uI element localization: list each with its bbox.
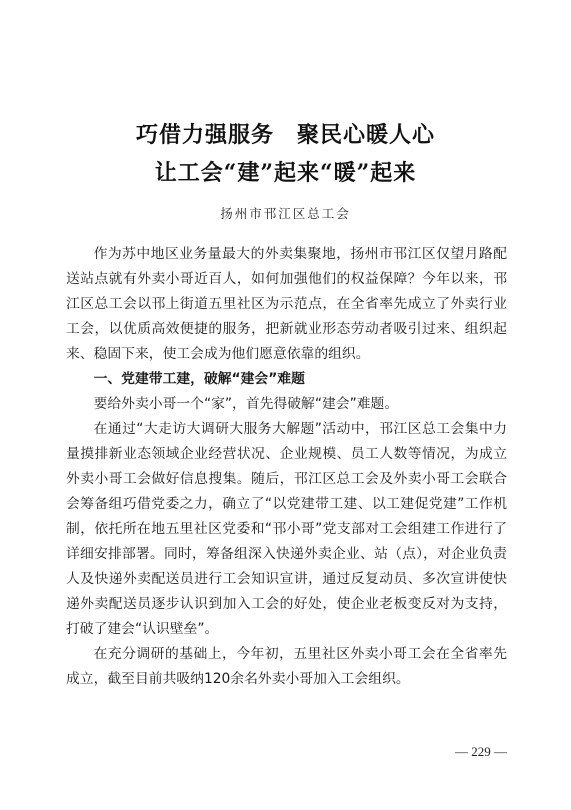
article-title-line-1: 巧借力强服务 聚民心暖人心 bbox=[135, 122, 435, 148]
section-heading: 一、党建带工建，破解“建会”难题 bbox=[93, 371, 305, 387]
article-body bbox=[66, 242, 507, 692]
paragraph-intro: 作为苏中地区业务量最大的外卖集聚地，扬州市邗江区仅望月路配送站点就有外卖小哥近百人，如何加强他们的权益保障？今年以来，邗江区总工会以邗上街道五里社区为示范点，在全省率先成立了外卖行业工会，以优质高效便捷的服务，把新就业形态劳动者吸引过来、组织起来、稳固下来，使工会成为他们愿意依靠的组织。 bbox=[66, 246, 507, 362]
page-number: — 229 — bbox=[455, 744, 507, 759]
article-title-line-2: 让工会“建”起来“暖”起来 bbox=[154, 160, 417, 186]
paragraph-result: 在充分调研的基础上，今年初，五里社区外卖小哥工会在全省率先成立，截至目前共吸纳120余名外卖小哥加入工会组织。 bbox=[66, 646, 507, 687]
paragraph-lead: 要给外卖小哥一个“家”，首先得破解“建会”难题。 bbox=[93, 396, 399, 412]
paragraph-detail: 在通过“大走访大调研大服务大解题”活动中，邗江区总工会集中力量摸排新业态领域企业经营状况、企业规模、员工人数等情况，为成立外卖小哥工会做好信息搜集。随后，邗江区总工会及外卖小哥工会联合会筹备组巧借党委之力，确立了“以党建带工建、以工建促党建”工作机制，依托所在地五里社区党委和“邗小哥”党支部对工会组建工作进行了详细安排部署。同时，筹备组深入快递外卖企业、站（点），对企业负责人及快递外卖配送员进行工会知识宣讲，通过反复动员、多次宣讲使快递外卖配送员逐步认识到加入工会的好处，使企业老板变反对为支持，打破了建会“认识壁垒”。 bbox=[66, 421, 507, 637]
article-author: 扬州市邗江区总工会 bbox=[220, 206, 351, 221]
